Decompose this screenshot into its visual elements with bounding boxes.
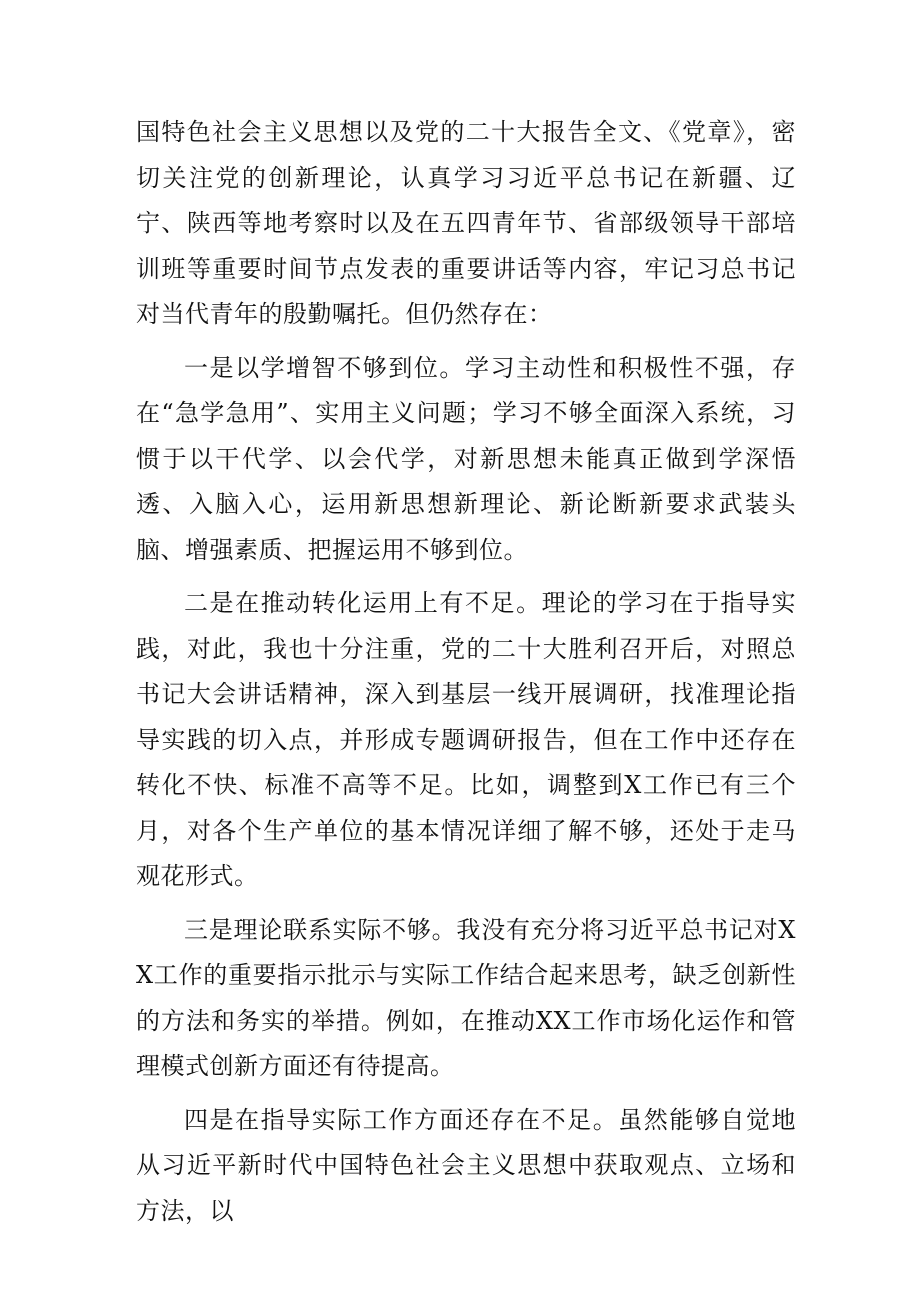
paragraph-point-three: 三是理论联系实际不够。我没有充分将习近平总书记对XX工作的重要指示批示与实际工作结合起来思考，缺乏创新性的方法和务实的举措。例如，在推动XX工作市场化运作和管理模式创新方面还有待提高。 xyxy=(136,915,796,1080)
paragraph-point-one: 一是以学增智不够到位。学习主动性和积极性不强，存在“急学急用”、实用主义问题；学习不够全面深入系统，习惯于以干代学、以会代学，对新思想未能真正做到学深悟透、入脑入心，运用新思想新理论、新论断新要求武装头脑、增强素质、把握运用不够到位。 xyxy=(136,353,796,564)
paragraph-continuation: 国特色社会主义思想以及党的二十大报告全文、《党章》，密切关注党的创新理论，认真学习习近平总书记在新疆、辽宁、陕西等地考察时以及在五四青年节、省部级领导干部培训班等重要时间节点发表的重要讲话等内容，牢记习总书记对当代青年的殷勤嘱托。但仍然存在： xyxy=(136,118,796,328)
paragraph-point-four: 四是在指导实际工作方面还存在不足。虽然能够自觉地从习近平新时代中国特色社会主义思想中获取观点、立场和方法，以 xyxy=(136,1105,796,1225)
document-body xyxy=(136,110,796,1234)
paragraph-point-two: 二是在推动转化运用上有不足。理论的学习在于指导实践，对此，我也十分注重，党的二十大胜利召开后，对照总书记大会讲话精神，深入到基层一线开展调研，找准理论指导实践的切入点，并形成专题调研报告，但在工作中还存在转化不快、标准不高等不足。比如，调整到X工作已有三个月，对各个生产单位的基本情况详细了解不够，还处于走马观花形式。 xyxy=(136,589,796,890)
